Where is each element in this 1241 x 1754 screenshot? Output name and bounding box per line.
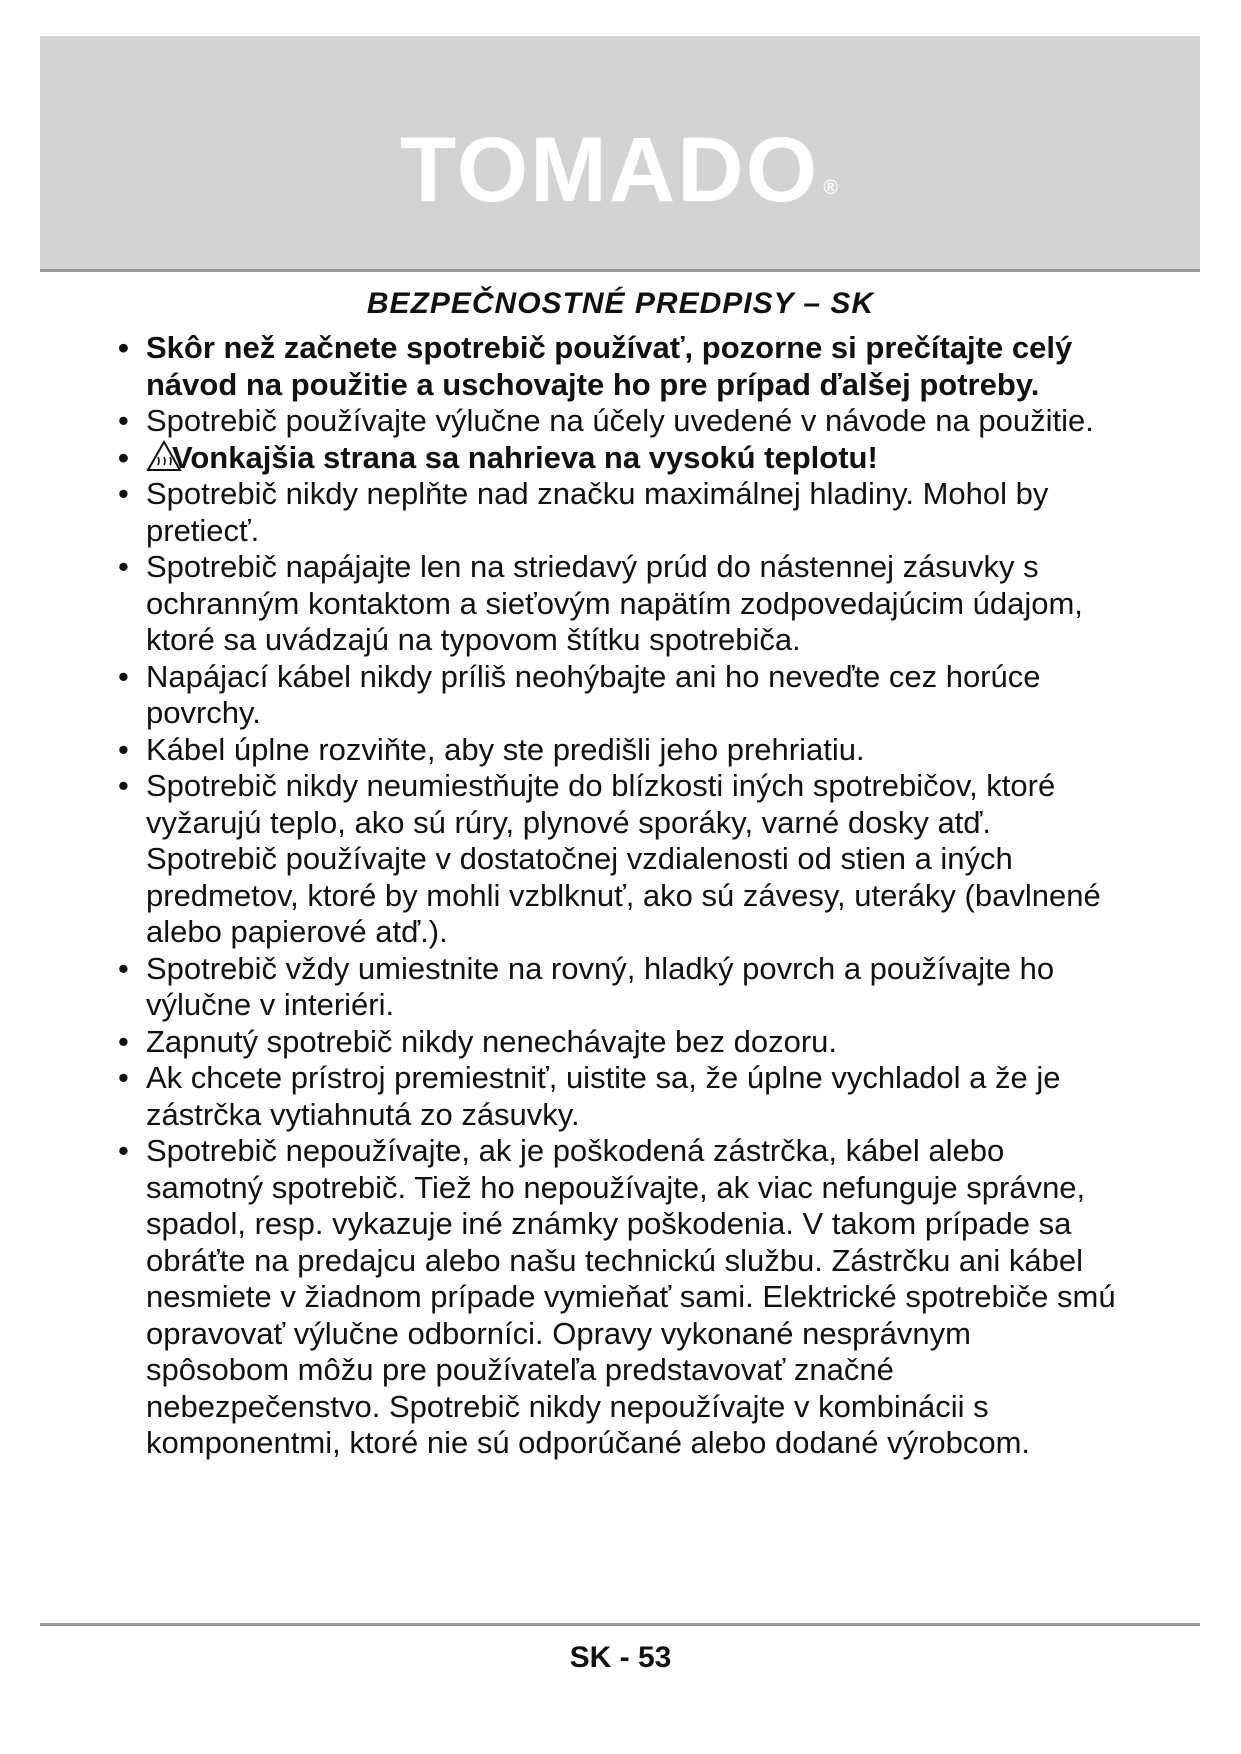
- list-item-text: Kábel úplne rozviňte, aby ste predišli jeho prehriatiu.: [146, 731, 865, 767]
- list-item-text: Zapnutý spotrebič nikdy nenechávajte bez dozoru.: [146, 1023, 838, 1059]
- list-item-text: Napájací kábel nikdy príliš neohýbajte ani ho neveďte cez horúce povrchy.: [146, 658, 1041, 730]
- list-item-text: Spotrebič vždy umiestnite na rovný, hladký povrch a používajte ho výlučne v interiéri.: [146, 950, 1055, 1022]
- list-item-text: Spotrebič nepoužívajte, ak je poškodená zástrčka, kábel alebo samotný spotrebič. Tiež ho nepoužívajte, ak viac nefunguje správne, spadol, resp. vykazuje iné známky poškodenia. V takom prípade sa obráťte na predajcu alebo našu technickú službu. Zástrčku ani kábel nesmiete v žiadnom prípade vymieňať sami. Elektrické spotrebiče smú opravovať výlučne odborníci. Opravy vykonané nesprávnym spôsobom môžu pre používateľa predstavovať značné nebezpečenstvo. Spotrebič nikdy nepoužívajte v kombinácii s komponentmi, ktoré nie sú odporúčané alebo dodané výrobcom.: [146, 1133, 1116, 1460]
- list-item: [118, 659, 1118, 732]
- list-item-text: Spotrebič nikdy neumiestňujte do blízkosti iných spotrebičov, ktoré vyžarujú teplo, ako sú rúry, plynové sporáky, varné dosky atď. Spotrebič používajte v dostatočnej vzdialenosti od stien a iných predmetov, ktoré by mohli vzblknuť, ako sú závesy, uteráky (bavlnené alebo papierové atď.).: [146, 768, 1101, 949]
- list-item: [118, 1133, 1118, 1462]
- list-item: [118, 1060, 1118, 1133]
- list-item-text: Skôr než začnete spotrebič používať, pozorne si prečítajte celý návod na použitie a uschovajte ho pre prípad ďalšej potreby.: [146, 330, 1073, 402]
- list-item: [118, 549, 1118, 659]
- list-item: [118, 951, 1118, 1024]
- list-item: [118, 732, 1118, 769]
- registered-mark: ®: [823, 177, 840, 199]
- brand-name: TOMADO: [400, 119, 820, 221]
- list-item: [118, 1024, 1118, 1061]
- list-item: [118, 440, 1118, 477]
- list-item-text: Spotrebič nikdy neplňte nad značku maximálnej hladiny. Mohol by pretiecť.: [146, 476, 1049, 548]
- list-item-text: Vonkajšia strana sa nahrieva na vysokú teplotu!: [172, 439, 878, 475]
- list-item-text: Ak chcete prístroj premiestniť, uistite sa, že úplne vychladol a že je zástrčka vytiahnutá zo zásuvky.: [146, 1060, 1061, 1132]
- list-item: [118, 330, 1118, 403]
- list-item-text: Spotrebič napájajte len na striedavý prúd do nástennej zásuvky s ochranným kontaktom a sieťovým napätím zodpovedajúcim údajom, ktoré sa uvádzajú na typovom štítku spotrebiča.: [146, 549, 1083, 657]
- header-banner: [40, 36, 1200, 272]
- page-title: BEZPEČNOSTNÉ PREDPISY – SK: [366, 287, 875, 320]
- list-item-text: Spotrebič používajte výlučne na účely uvedené v návode na použitie.: [146, 403, 1094, 438]
- list-item: [118, 768, 1118, 951]
- footer-divider: [40, 1623, 1200, 1626]
- list-item: [118, 476, 1118, 549]
- brand-logo: [40, 120, 1200, 220]
- safety-instructions-list: [118, 330, 1118, 1462]
- page-number: SK - 53: [569, 1641, 672, 1674]
- list-item: [118, 403, 1118, 440]
